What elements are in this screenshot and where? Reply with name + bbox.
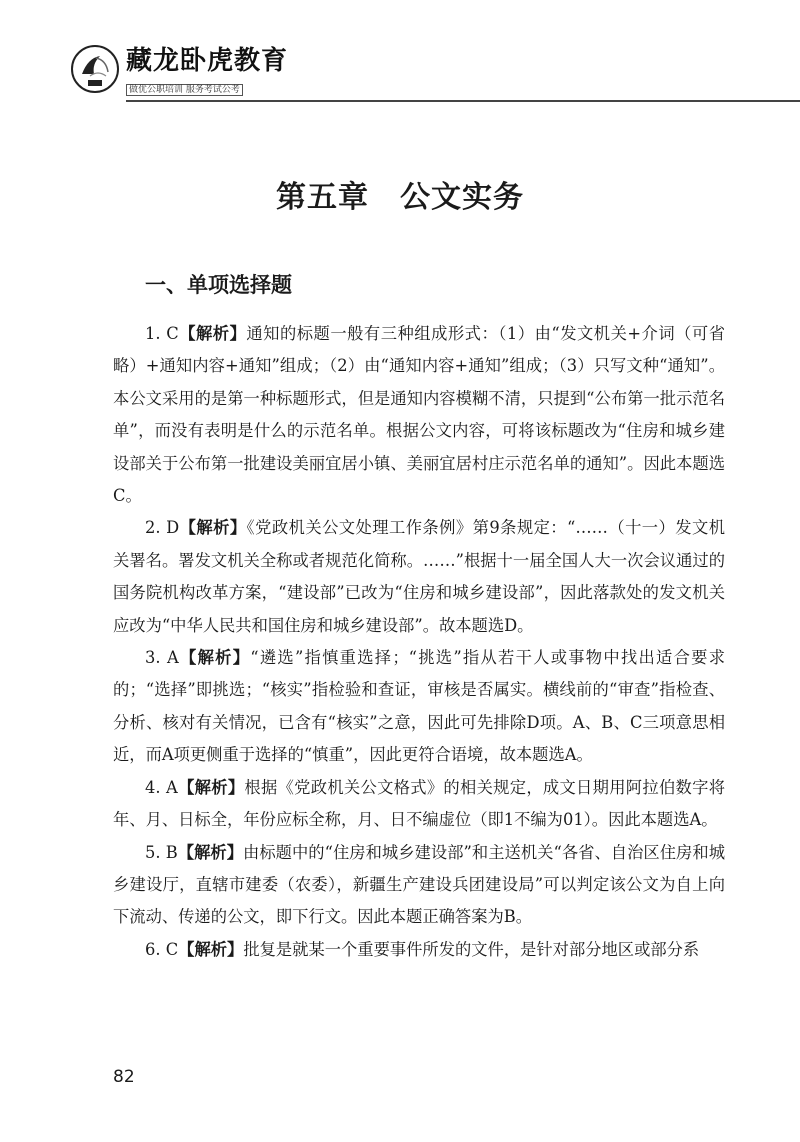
answer-number: 1. C [145, 324, 179, 343]
analysis-tag: 【解析】 [177, 777, 245, 797]
answer-text: 《党政机关公文处理工作条例》第9条规定：“……（十一）发文机关署名。署发文机关全称或者规范化简称。……”根据十一届全国人大一次会议通过的国务院机构改革方案，“建设部”已改为“住房和城乡建设部”，因此落款处的发文机关应改为“中华人民共和国住房和城乡建设部”。故本题选D。 [113, 518, 725, 635]
analysis-tag: 【解析】 [178, 939, 244, 959]
brand-emblem-icon [70, 44, 120, 94]
answer-item-2 [113, 512, 725, 642]
answer-number: 4. A [145, 777, 178, 797]
answer-text: 根据《党政机关公文格式》的相关规定，成文日期用阿拉伯数字将年、月、日标全，年份应标全称，月、日不编虚位（即1不编为01）。因此本题选A。 [113, 777, 725, 830]
analysis-tag: 【解析】 [178, 324, 247, 343]
section-title: 一、单项选择题 [145, 273, 292, 297]
analysis-tag: 【解析】 [178, 648, 251, 668]
answer-number: 2. D [145, 518, 180, 538]
answer-item-3 [113, 642, 725, 772]
page-number: 82 [113, 1067, 135, 1087]
analysis-tag: 【解析】 [179, 518, 247, 538]
chapter-title: 第五章 公文实务 [276, 180, 524, 215]
answer-item-5 [113, 837, 725, 934]
answer-text: 通知的标题一般有三种组成形式：（1）由“发文机关+介词（可省略）+通知内容+通知”组成；（2）由“通知内容+通知”组成；（3）只写文种“通知”。本公文采用的是第一种标题形式，但是通知内容模糊不清，只提到“公布第一批示范名单”，而没有表明是什么的示范名单。根据公文内容，可将该标题改为“住房和城乡建设部关于公布第一批建设美丽宜居小镇、美丽宜居村庄示范名单的通知”。因此本题选C。 [113, 324, 725, 506]
answer-text: 由标题中的“住房和城乡建设部”和主送机关“各省、自治区住房和城乡建设厅，直辖市建委（农委），新疆生产建设兵团建设局”可以判定该公文为自上向下流动、传递的公文，即下行文。因此本题正确答案为B。 [113, 842, 725, 927]
answer-number: 6. C [145, 939, 179, 959]
answer-item-4 [113, 772, 725, 837]
header-divider [126, 100, 800, 102]
answer-item-6 [113, 934, 725, 966]
answer-list [113, 318, 725, 966]
brand-slogan: 做优公职培训 服务考试公考 [126, 84, 243, 96]
analysis-tag: 【解析】 [177, 842, 244, 862]
answer-number: 3. A [145, 648, 179, 668]
answer-item-1 [113, 318, 725, 512]
page-header [0, 0, 800, 110]
answer-text: “遴选”指慎重选择；“挑选”指从若干人或事物中找出适合要求的；“选择”即挑选；“核实”指检验和查证，审核是否属实。横线前的“审查”指检查、分析、核对有关情况，已含有“核实”之意，因此可先排除D项。A、B、C三项意思相近，而A项更侧重于选择的“慎重”，因此更符合语境，故本题选A。 [113, 648, 725, 765]
brand-name: 藏龙卧虎教育 [126, 46, 289, 76]
answer-text: 批复是就某一个重要事件所发的文件，是针对部分地区或部分系 [243, 939, 700, 959]
answer-number: 5. B [145, 842, 178, 862]
